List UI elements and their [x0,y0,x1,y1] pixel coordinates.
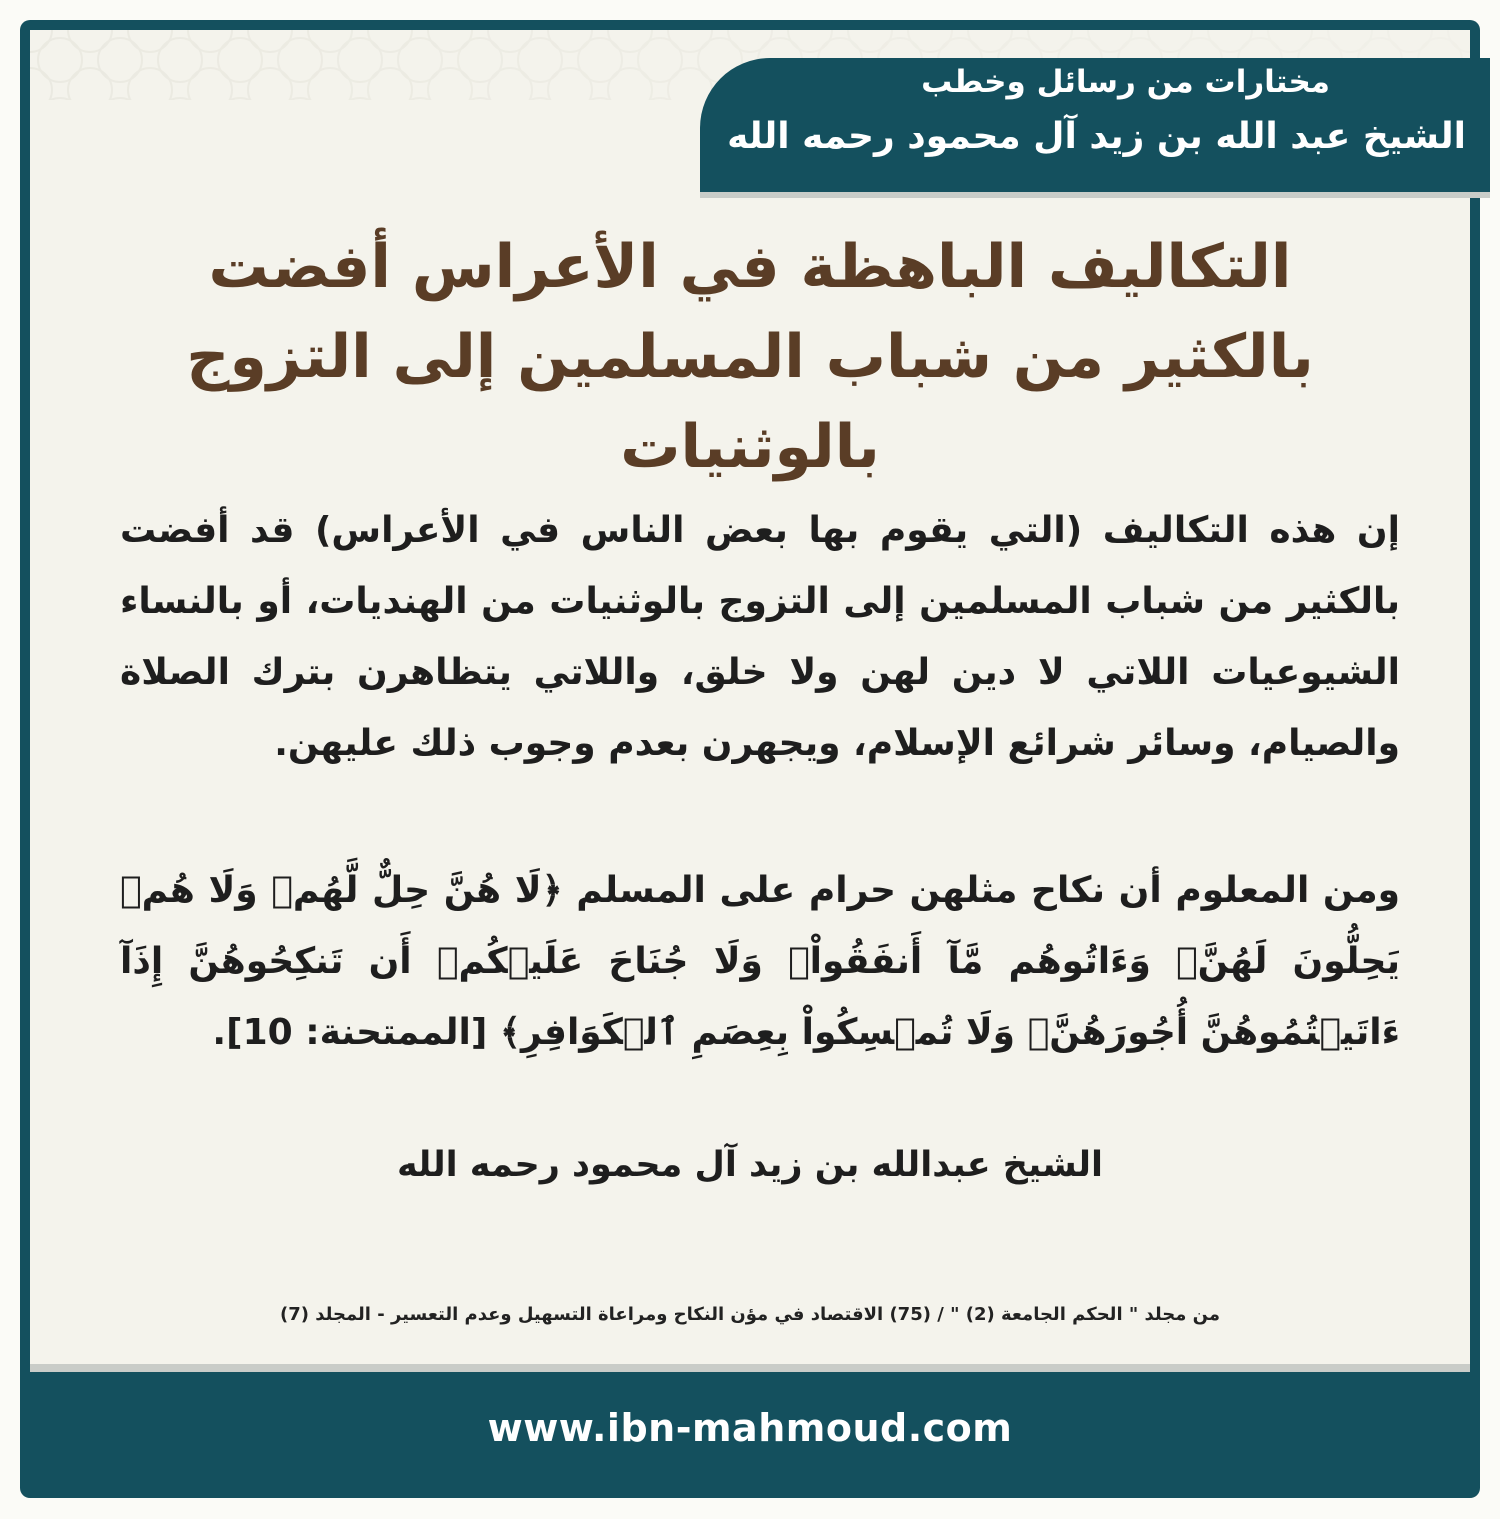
header-tab [700,58,1490,192]
website-link[interactable]: www.ibn-mahmoud.com [487,1406,1013,1450]
author-title: الشيخ عبد الله بن زيد آل محمود رحمه الله [727,116,1466,157]
page-title: التكاليف الباهظة في الأعراس أفضت بالكثير من شباب المسلمين إلى التزوج بالوثنيات [186,232,1314,482]
footer-divider [30,1364,1470,1372]
paragraph-2: ومن المعلوم أن نكاح مثلهن حرام على المسلم ﴿لَا هُنَّ حِلٌّ لَّهُمۡ وَلَا هُمۡ يَحِلُّونَ لَهُنَّۖ وَءَاتُوهُم مَّآ أَنفَقُواْۚ وَلَا جُنَاحَ عَلَيۡكُمۡ أَن تَنكِحُوهُنَّ إِذَآ ءَاتَيۡتُمُوهُنَّ أُجُورَهُنَّۚ وَلَا تُمۡسِكُواْ بِعِصَمِ ٱلۡكَوَافِرِ﴾ [الممتحنة: 10]. [120,870,1400,1053]
paragraph-1: إن هذه التكاليف (التي يقوم بها بعض الناس في الأعراس) قد أفضت بالكثير من شباب المسلمين إلى التزوج بالوثنيات من الهنديات، أو بالنساء الشيوعيات اللاتي لا دين لهن ولا خلق، واللاتي يتظاهرن بترك الصلاة والصيام، وسائر شرائع الإسلام، ويجهرن بعدم وجوب ذلك عليهن. [120,510,1400,764]
source-citation: من مجلد " الحكم الجامعة (2) " / (75) الاقتصاد في مؤن النكاح ومراعاة التسهيل وعدم التعسير - المجلد (7) [279,1304,1220,1325]
signature: الشيخ عبدالله بن زيد آل محمود رحمه الله [396,1145,1104,1185]
series-title: مختارات من رسائل وخطب [921,64,1330,100]
